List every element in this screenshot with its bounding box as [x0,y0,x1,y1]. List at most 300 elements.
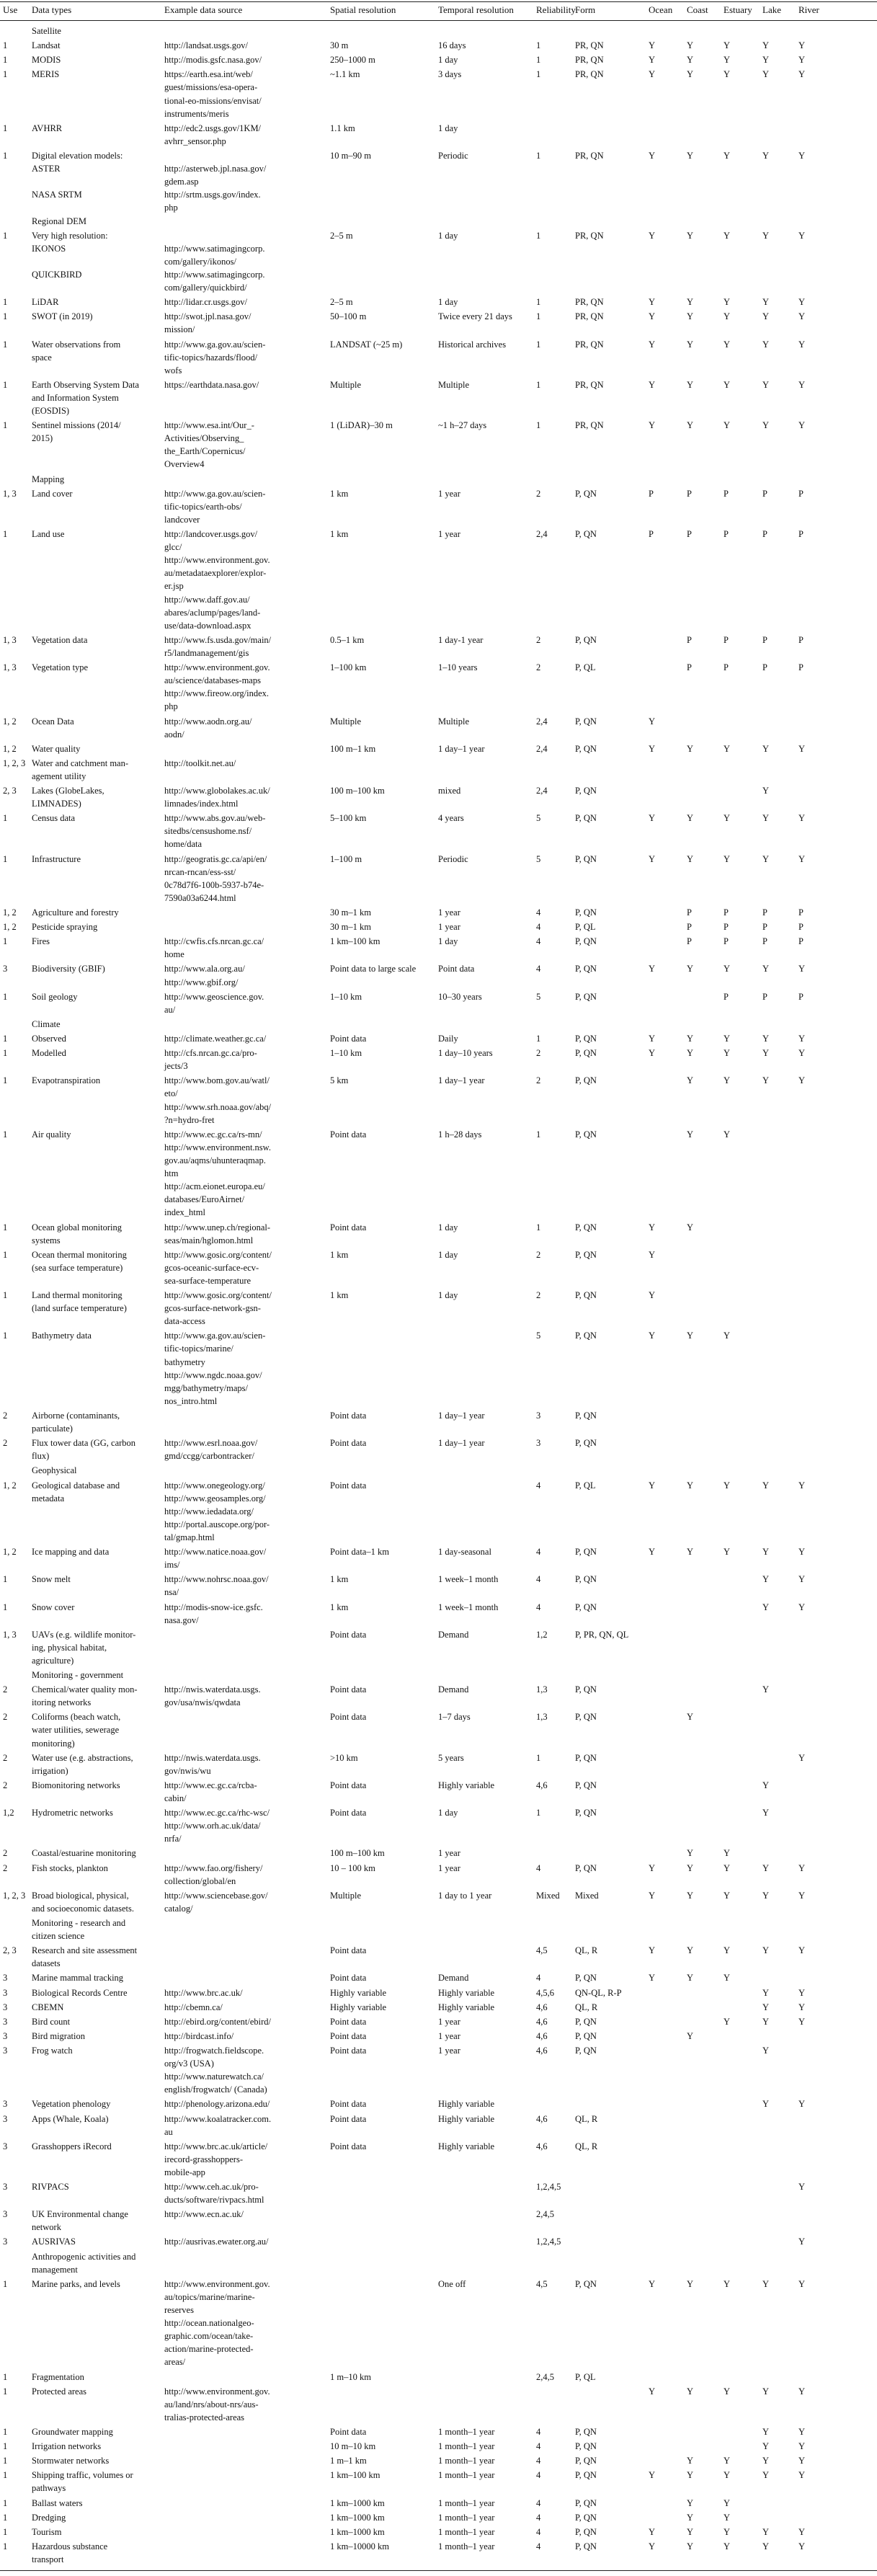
cell-spatial-resolution: 1 km–100 km [330,2470,380,2481]
cell-ocean: P [649,529,654,539]
cell-temporal-resolution: 1 year [438,1862,460,1873]
cell-river: Y [798,230,806,241]
cell-spatial-resolution: 1 km [330,488,349,499]
cell-form: PR, QN [575,230,604,241]
cell-data-type: Biological Records Centre [32,1987,128,1998]
cell-form: P, QN [575,1438,597,1449]
cell-estuary: Y [724,813,731,824]
cell-spatial-resolution: Point data [330,1480,367,1491]
cell-estuary: P [724,529,729,539]
cell-use: 3 [3,2002,8,2012]
cell-use: 1 [3,2386,8,2397]
cell-ocean: Y [649,1862,656,1873]
cell-data-type: Very high resolution: IKONOS QUICKBIRD [32,230,108,280]
cell-coast: Y [687,1547,694,1557]
cell-use: 1 [3,1222,8,1233]
cell-spatial-resolution: 1 km [330,1602,349,1612]
cell-coast: Y [687,1712,694,1723]
cell-data-type: Snow cover [32,1602,75,1612]
cell-coast: P [687,662,692,673]
cell-data-type: Airborne (contaminants, particulate) [32,1411,120,1434]
cell-form: P, QN [575,786,597,796]
cell-river: Y [798,297,806,308]
cell-river: P [798,907,803,918]
cell-form: P, QN [575,1712,597,1723]
cell-example-data-source: http://www.abs.gov.au/web- sitedbs/censushome.nsf/ home/data [164,813,266,850]
cell-spatial-resolution: 1–10 km [330,991,362,1002]
cell-reliability: 3 [536,1438,541,1449]
cell-spatial-resolution: ~1.1 km [330,69,360,80]
cell-example-data-source: http://www.ceh.ac.uk/pro- ducts/software/rivpacs.html [164,2182,264,2206]
cell-example-data-source: http://www.onegeology.org/ http://www.geosamples.org/ http://www.iedadata.org/ http://portal.auscope.org/por- tal/gmap.html [164,1480,270,1542]
cell-temporal-resolution: Highly variable [438,1987,495,1998]
cell-lake: Y [762,2099,770,2110]
cell-example-data-source: http://cbemn.ca/ [164,2002,223,2012]
cell-example-data-source: http://toolkit.net.au/ [164,758,236,768]
cell-form: P, QN [575,634,597,645]
cell-use: 3 [3,2016,8,2027]
cell-temporal-resolution: 1 day [438,123,458,133]
cell-spatial-resolution: 5 km [330,1075,349,1086]
cell-ocean: Y [649,716,656,727]
cell-example-data-source: http://www.ga.gov.au/scien- tific-topics/hazards/flood/ wofs [164,339,266,376]
cell-example-data-source: http://www.environment.gov. au/topics/marine/marine- reserves http://ocean.nationalgeo- graphic.com/ocean/take- action/marine-protected- areas/ [164,2278,270,2368]
cell-estuary: Y [724,2512,731,2523]
cell-data-type: Chemical/water quality mon- itoring networks [32,1684,138,1708]
cell-data-type: RIVPACS [32,2182,69,2192]
cell-reliability: 5 [536,853,541,864]
cell-river: Y [798,1048,806,1059]
cell-spatial-resolution: Point data [330,2113,367,2124]
cell-temporal-resolution: 1 month–1 year [438,2441,495,2451]
cell-example-data-source: http://www.ala.org.au/ http://www.gbif.org/ [164,964,245,987]
cell-reliability: 2,4 [536,743,548,754]
cell-reliability: 1 [536,311,541,322]
cell-lake: Y [762,311,770,322]
cell-reliability: 4,6 [536,2002,548,2012]
cell-estuary: Y [724,230,731,241]
cell-form: P, QN [575,2512,597,2523]
cell-spatial-resolution: LANDSAT (~25 m) [330,339,403,350]
cell-use: 1 [3,2371,8,2382]
cell-lake: Y [762,1034,770,1044]
cell-spatial-resolution: Point data [330,1808,367,1818]
cell-lake: Y [762,69,770,80]
cell-river: Y [798,964,806,974]
cell-coast: Y [687,964,694,974]
cell-spatial-resolution: 1 m–1 km [330,2456,367,2466]
cell-example-data-source: http://phenology.arizona.edu/ [164,2099,270,2110]
cell-form: P, QN [575,2526,597,2537]
cell-coast: Y [687,1331,694,1341]
cell-spatial-resolution: Highly variable [330,2002,387,2012]
cell-lake: Y [762,2526,770,2537]
cell-coast: P [687,488,692,499]
cell-river: Y [798,2099,806,2110]
cell-temporal-resolution: 1 day [438,1222,458,1233]
cell-data-type: Satellite [32,26,61,36]
cell-coast: P [687,922,692,933]
cell-temporal-resolution: 1 month–1 year [438,2541,495,2551]
cell-estuary: Y [724,1034,731,1044]
cell-data-type: Observed [32,1034,66,1044]
cell-river: Y [798,1945,806,1956]
cell-reliability: 4 [536,2456,541,2466]
cell-data-type: Stormwater networks [32,2456,110,2466]
cell-temporal-resolution: 1 week–1 month [438,1602,499,1612]
cell-example-data-source: http://www.ga.gov.au/scien- tific-topics/earth-obs/ landcover [164,488,266,525]
cell-data-type: Digital elevation models: ASTER NASA SRTM Regional DEM [32,151,123,226]
cell-spatial-resolution: Multiple [330,1890,362,1901]
cell-temporal-resolution: Demand [438,1973,469,1984]
cell-example-data-source: http://www.ec.gc.ca/rs-mn/ http://www.environment.nsw. gov.au/aqms/uhunteraqmap. htm http://acm.eionet.europa.eu/ databases/EuroAirnet/ index_html [164,1129,272,1218]
cell-use: 1 [3,2456,8,2466]
cell-ocean: Y [649,2386,656,2397]
cell-example-data-source: http://edc2.usgs.gov/1KM/ avhrr_sensor.php [164,123,262,146]
cell-use: 1 [3,991,8,1002]
cell-data-type: Dredging [32,2512,66,2523]
cell-river: Y [798,339,806,350]
cell-example-data-source: http://www.ec.gc.ca/rhc-wsc/ http://www.orh.ac.uk/data/ nrfa/ [164,1808,270,1844]
cell-coast: Y [687,2512,694,2523]
cell-river: Y [798,40,806,51]
cell-form: P, QN [575,716,597,727]
cell-lake: Y [762,1480,770,1491]
header-data-type: Data types [32,4,72,15]
cell-spatial-resolution: 1 km [330,529,349,539]
cell-use: 2, 3 [3,786,17,796]
cell-spatial-resolution: 100 m–100 km [330,1848,385,1859]
cell-spatial-resolution: Point data [330,2030,367,2041]
cell-form: P, QN [575,2441,597,2451]
cell-ocean: Y [649,853,656,864]
cell-lake: Y [762,230,770,241]
cell-estuary: Y [724,2470,731,2481]
cell-estuary: Y [724,2456,731,2466]
cell-form: P, QN [575,1331,597,1341]
cell-spatial-resolution: Point data [330,1973,367,1984]
cell-data-type: Vegetation data [32,634,88,645]
cell-temporal-resolution: ~1 h–27 days [438,420,487,431]
cell-river: Y [798,1075,806,1086]
cell-river: P [798,922,803,933]
cell-use: 2 [3,1862,8,1873]
cell-lake: Y [762,55,770,66]
cell-reliability: 4 [536,922,541,933]
cell-data-type: UK Environmental change network [32,2209,128,2233]
cell-reliability: 4,6 [536,2016,548,2027]
cell-coast: Y [687,1222,694,1233]
cell-data-type: Climate [32,1018,61,1029]
header-temporal-resolution: Temporal resolution [438,4,514,15]
cell-use: 2 [3,1752,8,1763]
cell-estuary: P [724,936,729,947]
cell-estuary: P [724,488,729,499]
cell-estuary: Y [724,420,731,431]
cell-temporal-resolution: 1 year [438,529,460,539]
cell-river: Y [798,420,806,431]
cell-temporal-resolution: Periodic [438,151,468,161]
cell-lake: Y [762,1890,770,1901]
cell-use: 1 [3,2541,8,2551]
cell-spatial-resolution: 2–5 m [330,297,353,308]
cell-lake: P [762,488,767,499]
cell-form: P, QN [575,1547,597,1557]
cell-use: 1 [3,1574,8,1585]
cell-reliability: 1 [536,151,541,161]
cell-temporal-resolution: 1 year [438,2030,460,2041]
cell-coast: P [687,529,692,539]
cell-river: Y [798,69,806,80]
cell-data-type: Shipping traffic, volumes or pathways [32,2470,133,2494]
cell-reliability: 5 [536,991,541,1002]
cell-ocean: Y [649,420,656,431]
cell-use: 1 [3,297,8,308]
cell-example-data-source: http://cwfis.cfs.nrcan.gc.ca/ home [164,936,264,960]
cell-use: 3 [3,2141,8,2151]
cell-form: QL, R [575,2002,598,2012]
cell-coast: P [687,936,692,947]
cell-coast: Y [687,743,694,754]
cell-use: 1 [3,420,8,431]
cell-spatial-resolution: Point data [330,2016,367,2027]
cell-reliability: 4 [536,2470,541,2481]
cell-lake: P [762,634,767,645]
cell-form: P, QN [575,2541,597,2551]
cell-form: PR, QN [575,55,604,66]
cell-lake: Y [762,853,770,864]
cell-example-data-source: http://nwis.waterdata.usgs. gov/usa/nwis/qwdata [164,1684,261,1708]
cell-lake: Y [762,151,770,161]
cell-reliability: 4,6 [536,2113,548,2124]
cell-temporal-resolution: Multiple [438,379,470,390]
cell-reliability: 3 [536,1411,541,1421]
cell-reliability: 4 [536,2541,541,2551]
cell-reliability: 5 [536,813,541,824]
cell-estuary: P [724,991,729,1002]
cell-ocean: Y [649,69,656,80]
cell-example-data-source: http://www.bom.gov.au/watl/ eto/ http://www.srh.noaa.gov/abq/ ?n=hydro-fret [164,1075,272,1125]
cell-coast: Y [687,151,694,161]
cell-example-data-source: http://www.environment.gov. au/science/databases-maps http://www.fireow.org/index. php [164,662,270,712]
cell-form: P, QN [575,1574,597,1585]
cell-example-data-source: http://swot.jpl.nasa.gov/ mission/ [164,311,251,335]
cell-temporal-resolution: Demand [438,1629,469,1640]
cell-form: QN-QL, R-P [575,1987,622,1998]
cell-lake: Y [762,1945,770,1956]
cell-form: P, QL [575,922,596,933]
header-use: Use [3,4,18,15]
cell-data-type: Ocean thermal monitoring (sea surface temperature) [32,1249,127,1273]
cell-lake: Y [762,2016,770,2027]
cell-spatial-resolution: 1 (LiDAR)–30 m [330,420,393,431]
cell-reliability: 1 [536,1222,541,1233]
cell-temporal-resolution: 1 day [438,1249,458,1260]
cell-estuary: P [724,662,729,673]
cell-data-type: Land use [32,529,65,539]
cell-temporal-resolution: Highly variable [438,1780,495,1790]
cell-lake: P [762,662,767,673]
cell-coast: Y [687,2456,694,2466]
cell-reliability: 2 [536,662,541,673]
cell-spatial-resolution: 1–100 m [330,853,362,864]
cell-form: P, QN [575,2278,597,2289]
cell-use: 1, 2 [3,716,17,727]
cell-form: P, QN [575,2016,597,2027]
cell-use: 1 [3,123,8,133]
cell-example-data-source: http://www.aodn.org.au/ aodn/ [164,716,252,740]
cell-spatial-resolution: 1 km [330,1290,349,1300]
header-example-data-source: Example data source [164,4,243,15]
cell-form: P, QN [575,1290,597,1300]
header-lake: Lake [762,4,781,15]
cell-reliability: 2 [536,1249,541,1260]
cell-form: P, QN [575,1048,597,1059]
cell-use: 3 [3,1973,8,1984]
cell-use: 1 [3,230,8,241]
cell-form: P, QN [575,1862,597,1873]
cell-temporal-resolution: 1 day [438,936,458,947]
cell-data-type: Land thermal monitoring (land surface temperature) [32,1290,127,1314]
cell-data-type: Modelled [32,1048,66,1059]
cell-use: 3 [3,2237,8,2247]
cell-lake: Y [762,2470,770,2481]
cell-lake: Y [762,1574,770,1585]
cell-lake: Y [762,1862,770,1873]
cell-form: P, QN [575,2497,597,2508]
cell-spatial-resolution: Highly variable [330,1987,387,1998]
cell-lake: Y [762,339,770,350]
cell-reliability: 1,3 [536,1684,548,1695]
cell-data-type: Broad biological, physical, and socioeconomic datasets. [32,1890,134,1914]
cell-ocean: Y [649,1249,656,1260]
cell-form: Mixed [575,1890,599,1901]
cell-estuary: P [724,907,729,918]
cell-form: P, QL [575,662,596,673]
cell-temporal-resolution: 1 year [438,907,460,918]
cell-estuary: Y [724,1075,731,1086]
cell-data-type: Biomonitoring networks [32,1780,120,1790]
cell-river: Y [798,379,806,390]
cell-use: 1 [3,40,8,51]
cell-data-type: Fires [32,936,50,947]
cell-form: P, QN [575,1034,597,1044]
cell-temporal-resolution: 1 year [438,922,460,933]
cell-reliability: 2,4,5 [536,2209,554,2220]
cell-temporal-resolution: Historical archives [438,339,507,350]
cell-spatial-resolution: 30 m–1 km [330,922,371,933]
cell-spatial-resolution: 1 km–10000 km [330,2541,389,2551]
cell-data-type: MODIS [32,55,61,66]
cell-temporal-resolution: 1 day to 1 year [438,1890,492,1901]
cell-form: P, QN [575,907,597,918]
cell-temporal-resolution: 1 day-seasonal [438,1547,491,1557]
cell-reliability: 4 [536,907,541,918]
cell-river: Y [798,2237,806,2247]
cell-spatial-resolution: Point data to large scale [330,964,417,974]
cell-form: P, QN [575,2456,597,2466]
cell-example-data-source: http://ebird.org/content/ebird/ [164,2016,272,2027]
cell-temporal-resolution: 10–30 years [438,991,482,1002]
cell-lake: P [762,991,767,1002]
cell-form: PR, QN [575,311,604,322]
cell-use: 1, 2, 3 [3,758,26,768]
cell-use: 1 [3,1331,8,1341]
cell-ocean: Y [649,2526,656,2537]
cell-estuary: Y [724,2278,731,2289]
cell-example-data-source: http://www.sciencebase.gov/ catalog/ [164,1890,268,1914]
cell-use: 1 [3,311,8,322]
cell-temporal-resolution: 1 week–1 month [438,1574,499,1585]
cell-river: Y [798,55,806,66]
cell-temporal-resolution: Daily [438,1034,458,1044]
cell-reliability: 1 [536,69,541,80]
cell-temporal-resolution: 1 day–1 year [438,1438,485,1449]
cell-temporal-resolution: 1 day [438,55,458,66]
cell-lake: Y [762,2045,770,2056]
cell-ocean: P [649,488,654,499]
cell-spatial-resolution: Multiple [330,379,362,390]
cell-lake: Y [762,1684,770,1695]
header-river: River [798,4,819,15]
cell-use: 1 [3,69,8,80]
cell-use: 1 [3,2512,8,2523]
cell-estuary: Y [724,2497,731,2508]
cell-coast: Y [687,2278,694,2289]
cell-coast: Y [687,2526,694,2537]
cell-example-data-source: http://climate.weather.gc.ca/ [164,1034,267,1044]
cell-river: Y [798,311,806,322]
cell-use: 3 [3,1987,8,1998]
cell-estuary: Y [724,853,731,864]
cell-use: 1 [3,151,8,161]
header-coast: Coast [687,4,708,15]
cell-lake: Y [762,964,770,974]
cell-coast: Y [687,2386,694,2397]
cell-data-type: AVHRR [32,123,63,133]
cell-use: 2 [3,1438,8,1449]
cell-data-type: Evapotranspiration [32,1075,101,1086]
cell-form: P, PR, QN, QL [575,1629,629,1640]
cell-temporal-resolution: 1 month–1 year [438,2456,495,2466]
cell-data-type: Ballast waters [32,2497,83,2508]
cell-spatial-resolution: 100 m–100 km [330,786,385,796]
cell-spatial-resolution: 250–1000 m [330,55,375,66]
cell-spatial-resolution: 2–5 m [330,230,353,241]
cell-use: 1 [3,813,8,824]
cell-example-data-source: http://www.esa.int/Our_- Activities/Observing_ the_Earth/Copernicus/ Overview4 [164,420,254,470]
cell-river: Y [798,151,806,161]
cell-form: P, QN [575,1780,597,1790]
cell-reliability: 4 [536,964,541,974]
cell-use: 1, 2 [3,907,17,918]
cell-reliability: 2,4 [536,529,548,539]
cell-spatial-resolution: Point data [330,2426,367,2437]
cell-data-type: Marine mammal tracking [32,1973,124,1984]
cell-estuary: Y [724,1945,731,1956]
cell-form: PR, QN [575,151,604,161]
cell-spatial-resolution: 1 km–1000 km [330,2497,385,2508]
cell-lake: Y [762,2541,770,2551]
cell-use: 1 [3,55,8,66]
cell-spatial-resolution: 1 km [330,1574,349,1585]
cell-estuary: Y [724,339,731,350]
cell-temporal-resolution: Demand [438,1684,469,1695]
cell-reliability: 1 [536,420,541,431]
cell-lake: Y [762,1602,770,1612]
cell-estuary: Y [724,2526,731,2537]
cell-form: P, QN [575,991,597,1002]
